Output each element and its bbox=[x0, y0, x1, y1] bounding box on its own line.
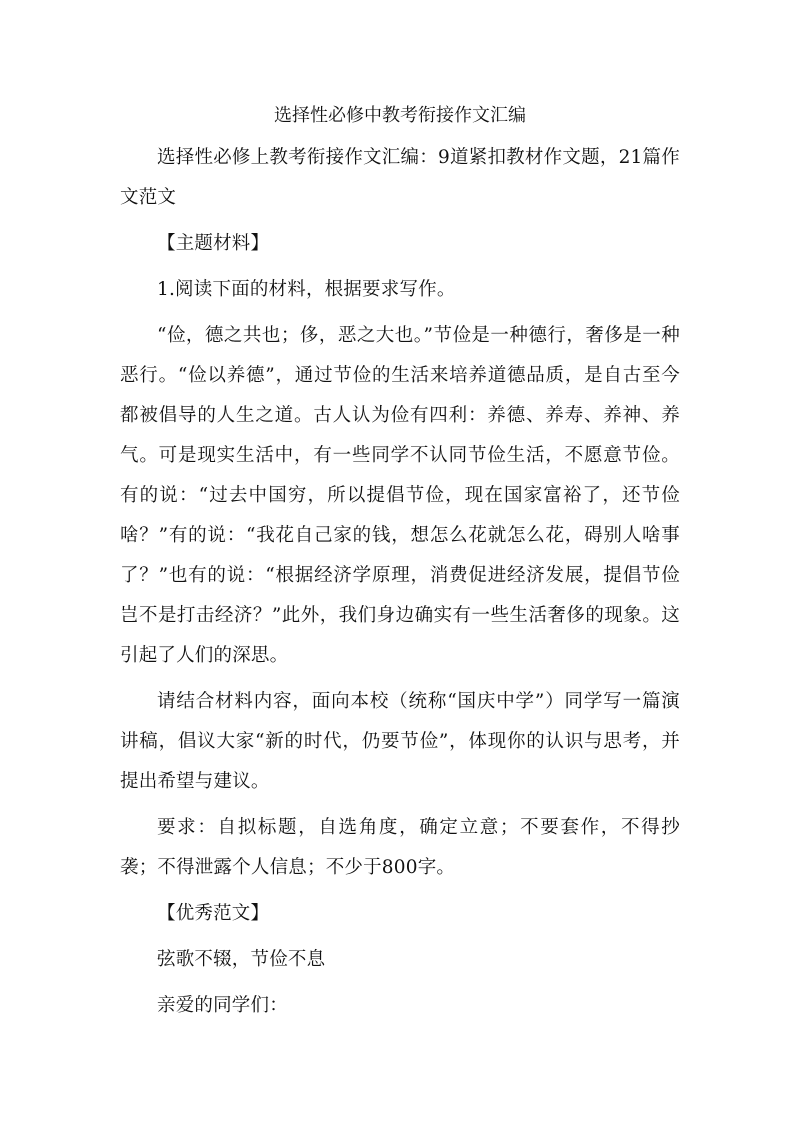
material-paragraph: “俭，德之共也；侈，恶之大也。”节俭是一种德行，奢侈是一种恶行。“俭以养德”，通过节俭的生活来培养道德品质，是自古至今都被倡导的人生之道。古人认为俭有四利：养德、养寿、养神、养气。可是现实生活中，有一些同学不认同节俭生活，不愿意节俭。有的说：“过去中国穷，所以提倡节俭，现在国家富裕了，还节俭啥？”有的说：“我花自己家的钱，想怎么花就怎么花，碍别人啥事了？”也有的说：“根据经济学原理，消费促进经济发展，提倡节俭岂不是打击经济？”此外，我们身边确实有一些生活奢侈的现象。这引起了人们的深思。 bbox=[120, 325, 680, 666]
section-heading-theme: 【主题材料】 bbox=[157, 233, 270, 254]
task-paragraph: 请结合材料内容，面向本校（统称“国庆中学”）同学写一篇演讲稿，倡议大家“新的时代，仍要节俭”，体现你的认识与思考，并提出希望与建议。 bbox=[120, 691, 680, 792]
document-page bbox=[120, 96, 680, 1032]
section-heading-sample: 【优秀范文】 bbox=[157, 903, 270, 924]
essay-title: 弦歌不辍，节俭不息 bbox=[157, 949, 326, 970]
document-title: 选择性必修中教考衔接作文汇编 bbox=[274, 105, 526, 126]
requirements-paragraph: 要求：自拟标题，自选角度，确定立意；不要套作，不得抄袭；不得泄露个人信息；不少于800字。 bbox=[120, 817, 680, 878]
essay-greeting: 亲爱的同学们： bbox=[157, 995, 288, 1016]
document-subtitle: 选择性必修上教考衔接作文汇编：9道紧扣教材作文题，21篇作文范文 bbox=[120, 147, 680, 208]
question-intro: 1.阅读下面的材料，根据要求写作。 bbox=[157, 279, 456, 300]
